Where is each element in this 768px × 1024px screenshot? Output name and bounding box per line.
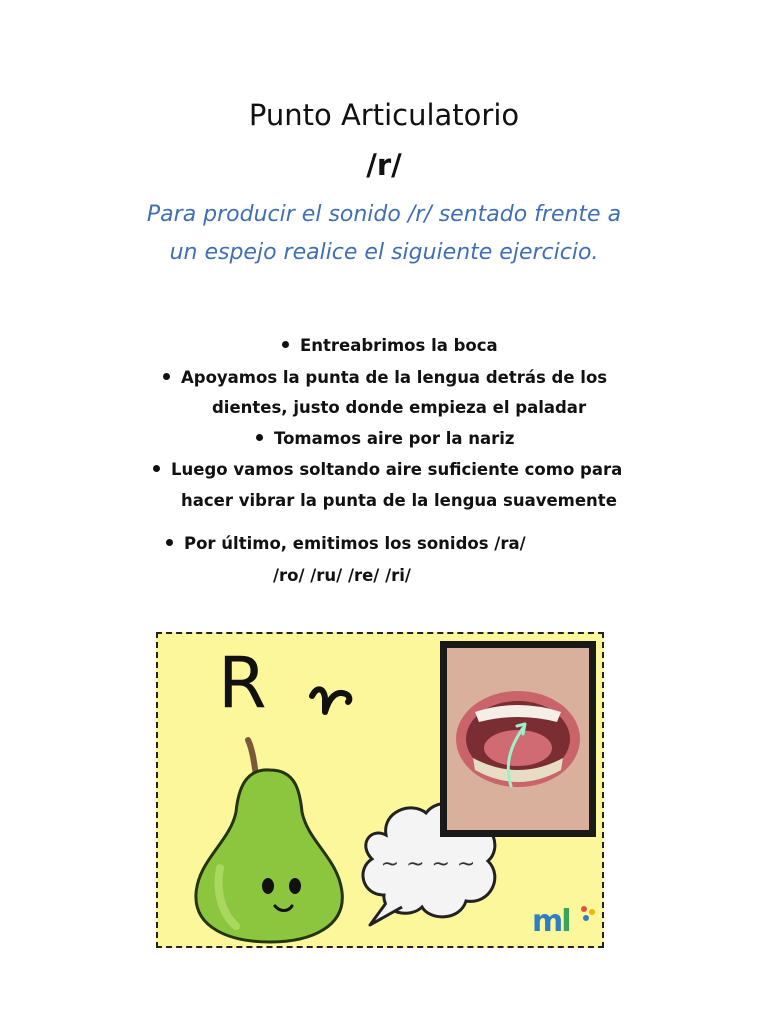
step-2 xyxy=(163,368,607,387)
step-2-line-1: Apoyamos la punta de la lengua detrás de los xyxy=(181,368,608,387)
step-3-text: Tomamos aire por la nariz xyxy=(274,429,515,448)
step-4-line-2: hacer vibrar la punta de la lengua suavemente xyxy=(181,491,617,510)
subtitle-line-1: Para producir el sonido /r/ sentado frente a xyxy=(146,202,622,227)
step-4-cont xyxy=(181,491,617,510)
step-2-line-2: dientes, justo donde empieza el paladar xyxy=(212,398,587,417)
bullet-icon xyxy=(256,434,263,441)
step-3 xyxy=(256,429,515,448)
page-title: Punto Articulatorio xyxy=(248,98,520,132)
ml-logo: ml xyxy=(532,904,597,939)
letter-r: R xyxy=(218,642,267,724)
bullet-icon xyxy=(163,373,170,380)
cursive-r-icon xyxy=(308,680,354,722)
step-5 xyxy=(166,534,526,553)
phoneme-title: /r/ xyxy=(366,148,402,182)
mouth-photo xyxy=(447,648,589,830)
bullet-icon xyxy=(166,539,173,546)
step-5-cont xyxy=(273,566,411,585)
step-1 xyxy=(282,336,498,355)
step-2-cont xyxy=(212,398,586,417)
bubble-text: ~ ~ ~ ~ xyxy=(380,852,476,877)
step-1-text: Entreabrimos la boca xyxy=(300,336,498,355)
pear-icon xyxy=(180,736,360,946)
step-4 xyxy=(153,460,622,479)
instructions-subtitle xyxy=(60,196,708,272)
bullet-icon xyxy=(282,341,289,348)
step-5-line-2: /ro/ /ru/ /re/ /ri/ xyxy=(273,566,411,585)
step-4-line-1: Luego vamos soltando aire suficiente como para xyxy=(171,460,623,479)
mouth-photo-frame xyxy=(440,641,596,837)
subtitle-line-2: un espejo realice el siguiente ejercicio. xyxy=(169,240,599,265)
step-5-line-1: Por último, emitimos los sonidos /ra/ xyxy=(184,534,526,553)
bullet-icon xyxy=(153,465,160,472)
logo-dots-icon xyxy=(579,904,597,924)
